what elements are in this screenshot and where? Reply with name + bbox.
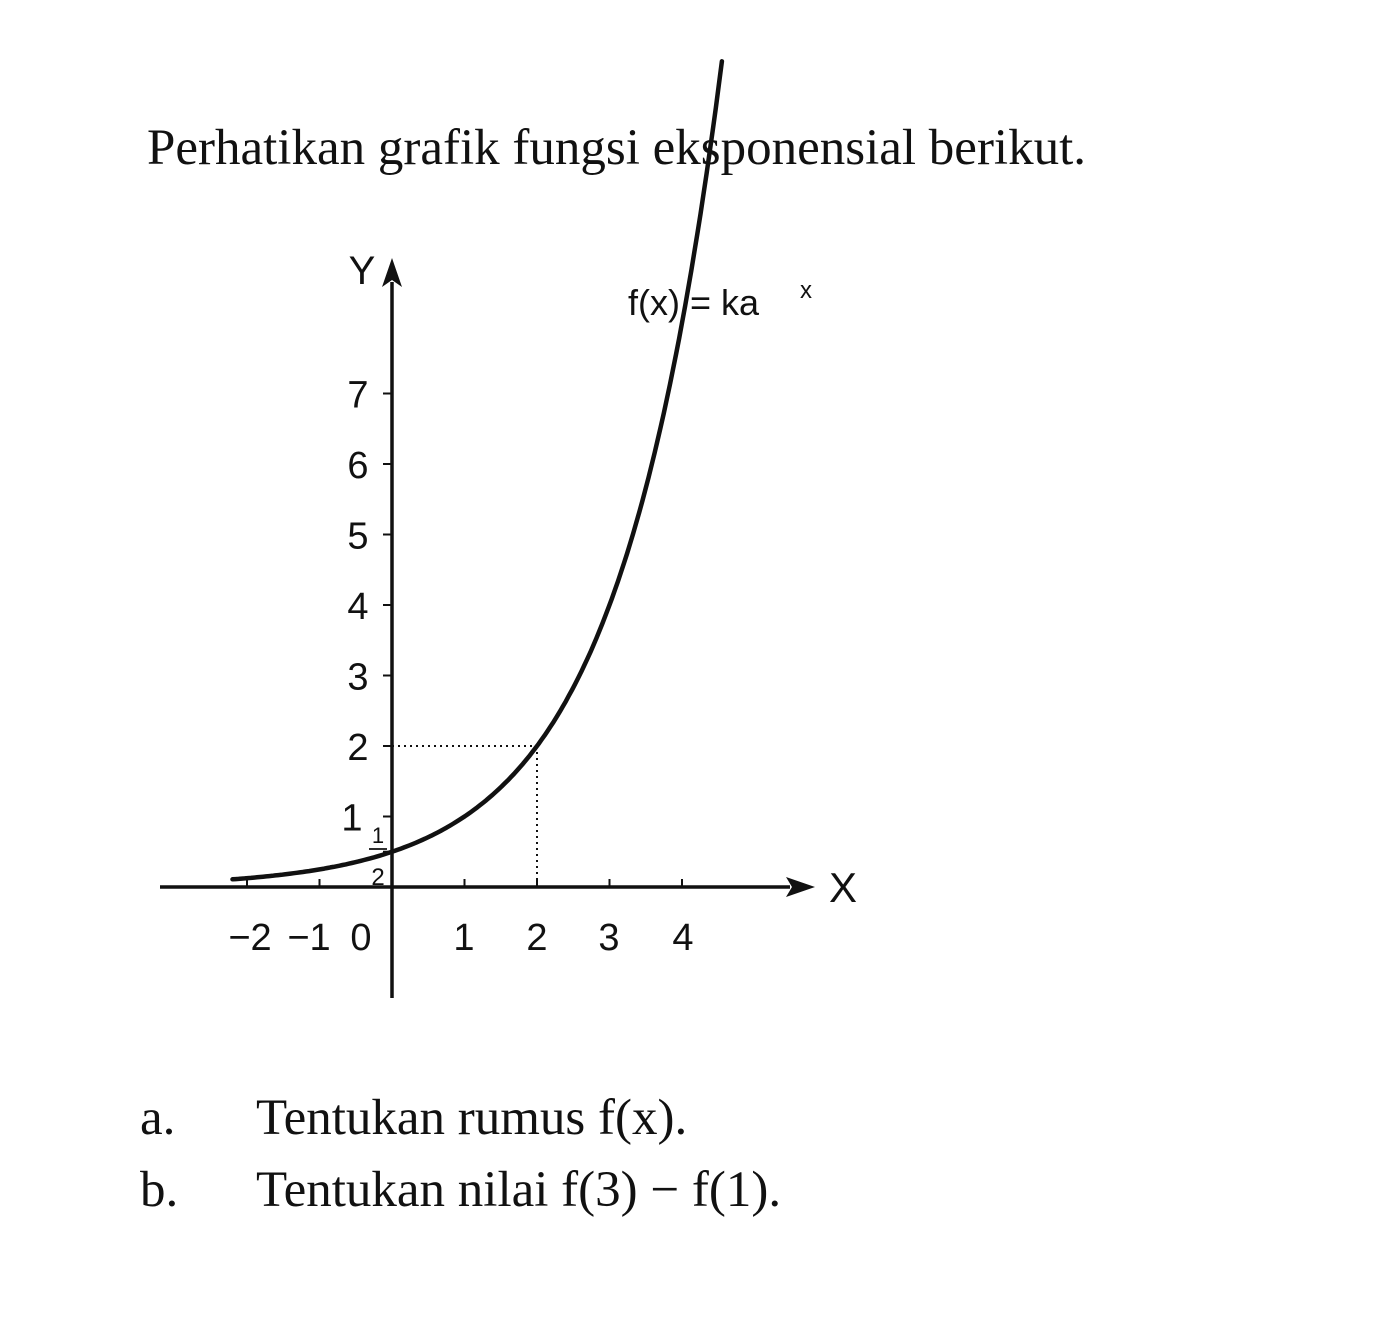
y-intercept-denominator: 2: [371, 864, 385, 891]
x-tick-label: −1: [287, 917, 331, 959]
x-tick-label: 0: [350, 917, 372, 959]
y-tick-label: 6: [347, 445, 369, 487]
y-tick-label: 7: [347, 374, 369, 417]
x-tick-label: 2: [526, 917, 548, 959]
problem-heading: Perhatikan grafik fungsi eksponensial berikut.: [147, 120, 1087, 176]
question-text: Tentukan nilai f(3) − f(1).: [256, 1162, 782, 1218]
y-tick-label: 2: [347, 727, 369, 769]
x-tick-label: 1: [453, 917, 475, 959]
y-tick-label: 4: [347, 586, 369, 628]
question-letter: a.: [140, 1090, 176, 1146]
x-tick-label: 4: [672, 917, 694, 959]
x-tick-label: 3: [598, 917, 620, 959]
x-axis-title: X: [828, 864, 858, 911]
y-axis-title: Y: [348, 249, 376, 293]
y-intercept-numerator: 1: [371, 823, 385, 848]
y-tick-label: 5: [347, 515, 369, 558]
tick-labels: [228, 249, 857, 959]
question-letter: b.: [140, 1162, 179, 1218]
question-text: Tentukan rumus f(x).: [256, 1090, 688, 1146]
exponential-curve: [233, 61, 722, 879]
y-tick-label: 3: [347, 656, 369, 699]
curve-group: [233, 61, 722, 879]
axes: [160, 258, 815, 998]
x-axis-arrowhead: [786, 877, 815, 897]
y-tick-label: 1: [341, 797, 363, 840]
function-label: f(x) = ka: [628, 282, 760, 323]
function-label-exponent: x: [800, 277, 812, 304]
annotations: [628, 277, 812, 323]
x-tick-label: −2: [228, 917, 272, 959]
